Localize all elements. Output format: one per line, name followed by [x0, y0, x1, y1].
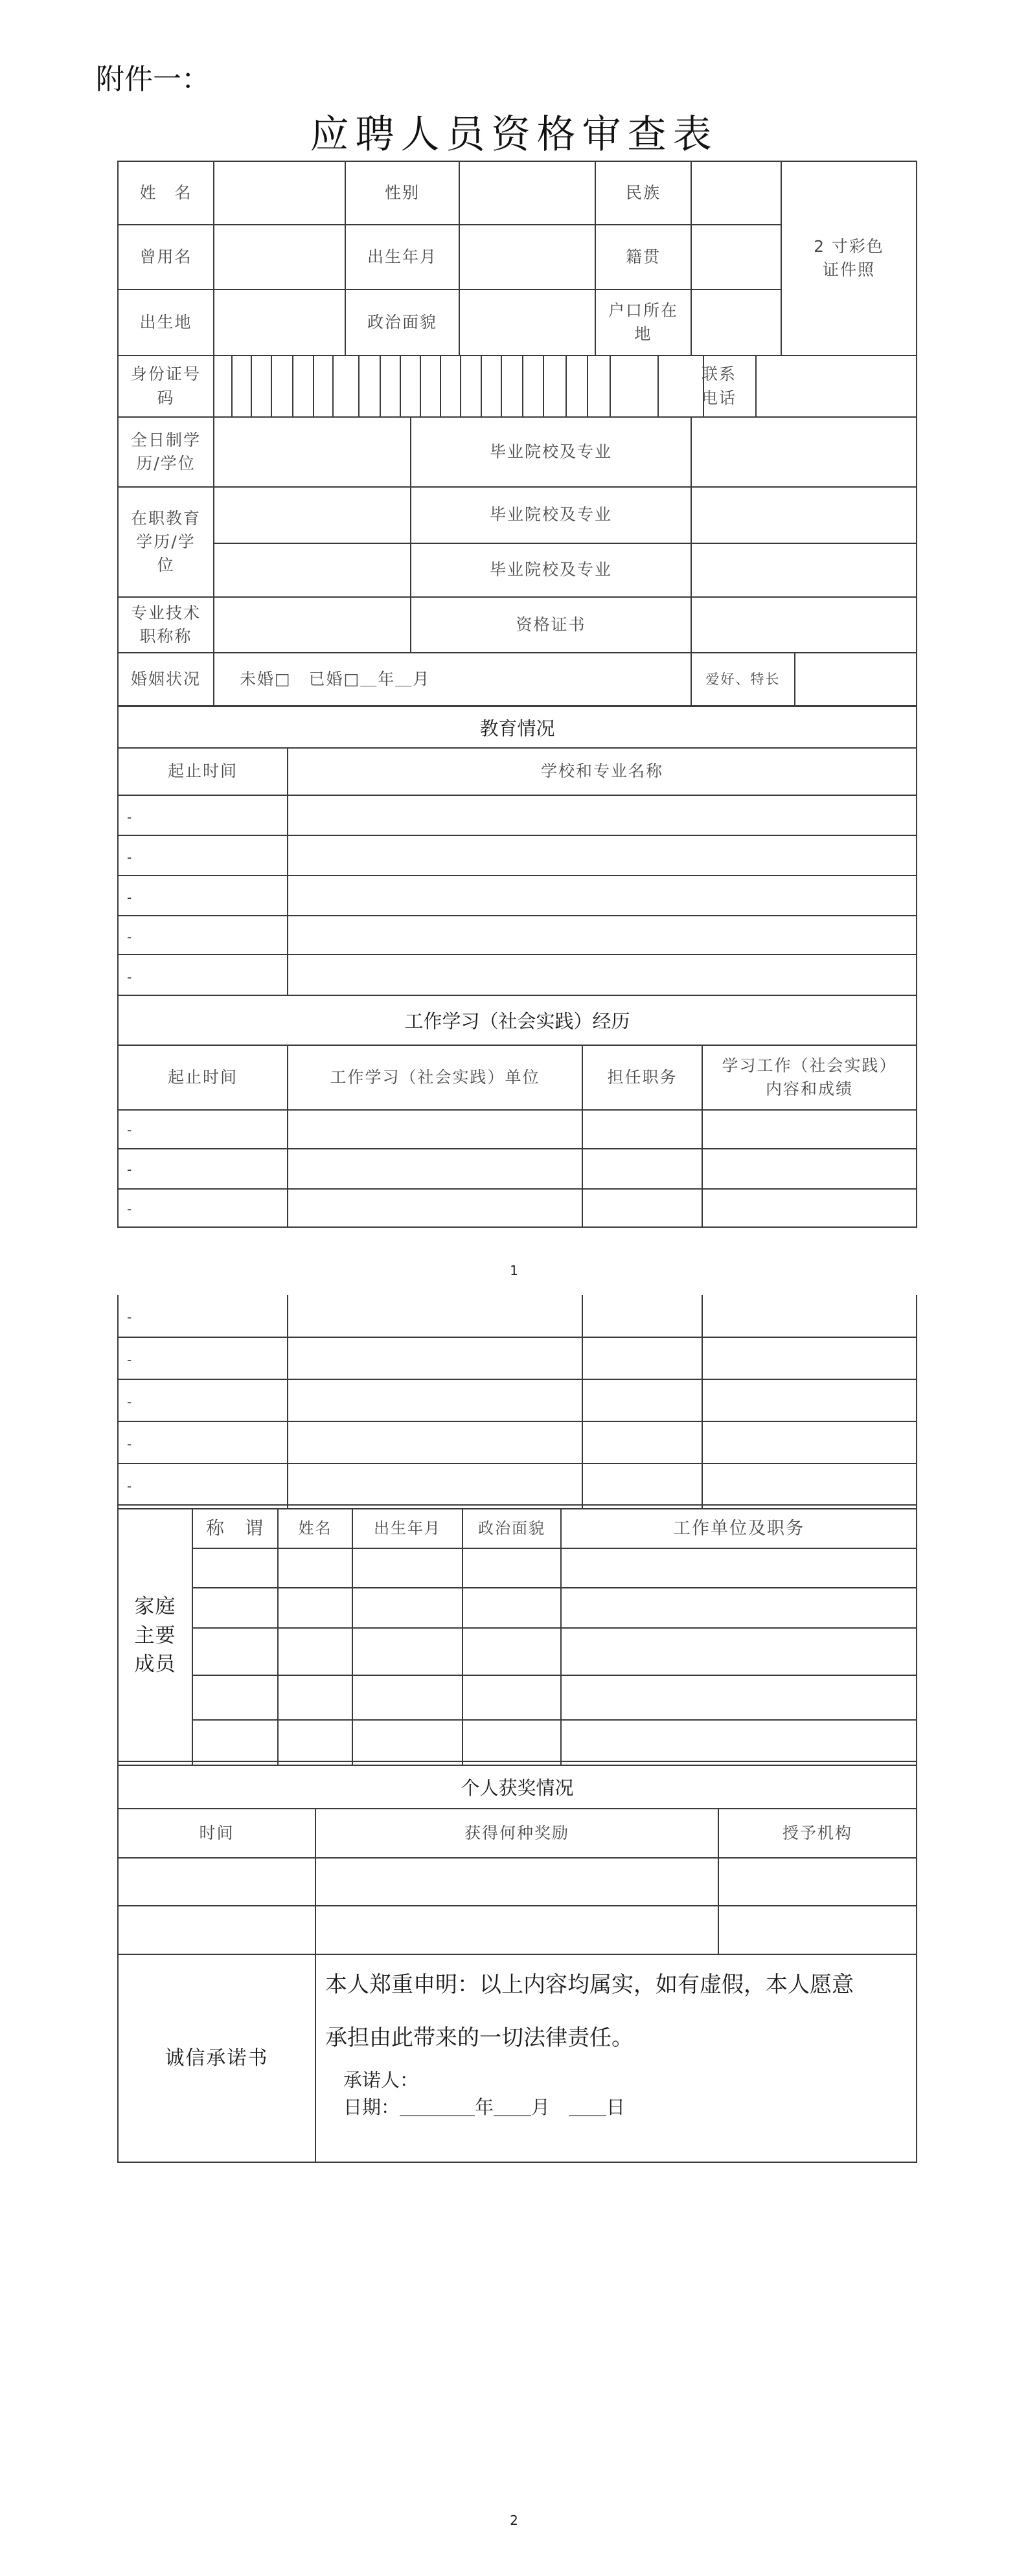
- work-unit-header: 工作学习（社会实践）单位: [330, 1067, 540, 1087]
- pledge-signer[interactable]: 承诺人：: [343, 2069, 419, 2091]
- political-status-label: 政治面貌: [367, 312, 437, 332]
- awards-time-header: 时间: [199, 1823, 234, 1842]
- work-row: -: [127, 1352, 132, 1368]
- family-birth-header: 出生年月: [374, 1519, 441, 1538]
- education-row: -: [127, 850, 132, 865]
- education-row: -: [127, 890, 132, 905]
- work-row: -: [127, 1201, 132, 1217]
- awards-issuer-header: 授予机构: [782, 1823, 852, 1842]
- awards-section-title: 个人获奖情况: [461, 1777, 574, 1799]
- education-school-header: 学校和专业名称: [540, 762, 663, 781]
- pledge-date[interactable]: 日期：＿＿＿＿年＿＿月 ＿＿日: [343, 2096, 626, 2118]
- family-work-header: 工作单位及职务: [673, 1518, 805, 1539]
- work-row: -: [127, 1162, 132, 1177]
- attachment-label: 附件一：: [96, 63, 210, 96]
- education-period-header: 起止时间: [167, 762, 238, 781]
- family-name-header: 姓名: [298, 1519, 332, 1538]
- photo-label: 2 寸彩色 证件照: [814, 236, 884, 279]
- school-major-label: 毕业院校及专业: [489, 505, 612, 525]
- work-row: -: [127, 1122, 132, 1138]
- family-political-header: 政治面貌: [478, 1519, 545, 1538]
- work-section-title: 工作学习（社会实践）经历: [404, 1010, 630, 1032]
- inservice-education-label: 在职教育 学历/学 位: [130, 508, 201, 575]
- certificate-label: 资格证书: [516, 615, 586, 634]
- page-number: 2: [510, 2513, 518, 2528]
- birthplace-label: 出生地: [139, 312, 192, 332]
- education-section-title: 教育情况: [479, 717, 555, 740]
- integrity-pledge-label: 诚信承诺书: [165, 2046, 269, 2070]
- name-label: 姓 名: [139, 183, 192, 202]
- school-major-label: 毕业院校及专业: [489, 560, 612, 580]
- school-major-label: 毕业院校及专业: [489, 442, 612, 461]
- education-row: -: [127, 929, 132, 945]
- work-row: -: [127, 1309, 132, 1325]
- pledge-statement-line2: 承担由此带来的一切法律责任。: [325, 2025, 634, 2051]
- work-row: -: [127, 1394, 132, 1410]
- professional-title-label: 专业技术 职称称: [130, 603, 201, 646]
- fulltime-education-label: 全日制学 历/学位: [130, 430, 201, 473]
- page-number: 1: [510, 1263, 518, 1278]
- marital-status-label: 婚姻状况: [130, 669, 201, 688]
- ethnicity-label: 民族: [625, 183, 661, 202]
- gender-label: 性别: [384, 183, 420, 202]
- work-position-header: 担任职务: [607, 1067, 678, 1087]
- form-title: 应聘人员资格审查表: [310, 112, 718, 157]
- awards-name-header: 获得何种奖励: [464, 1823, 569, 1842]
- work-period-header: 起止时间: [167, 1067, 238, 1087]
- id-number-label: 身份证号 码: [130, 365, 201, 407]
- former-name-label: 曾用名: [139, 247, 192, 266]
- work-row: -: [127, 1478, 132, 1494]
- family-members-label: 家庭 主要 成员: [134, 1594, 176, 1677]
- work-content-header: 学习工作（社会实践） 内容和成绩: [722, 1056, 897, 1098]
- work-row: -: [127, 1436, 132, 1452]
- native-place-label: 籍贯: [625, 247, 661, 266]
- pledge-statement-line1: 本人郑重申明：以上内容均属实，如有虚假，本人愿意: [325, 1972, 854, 1998]
- birth-date-label: 出生年月: [367, 247, 437, 266]
- education-row: -: [127, 809, 132, 825]
- hobby-label: 爱好、特长: [705, 671, 781, 687]
- contact-phone-label: 联系 电话: [701, 365, 737, 407]
- family-relation-header: 称 谓: [205, 1517, 264, 1539]
- marital-options[interactable]: 未婚□ 已婚□＿年＿月: [240, 669, 431, 688]
- hukou-label: 户口所在 地: [608, 300, 678, 343]
- education-row: -: [127, 969, 132, 985]
